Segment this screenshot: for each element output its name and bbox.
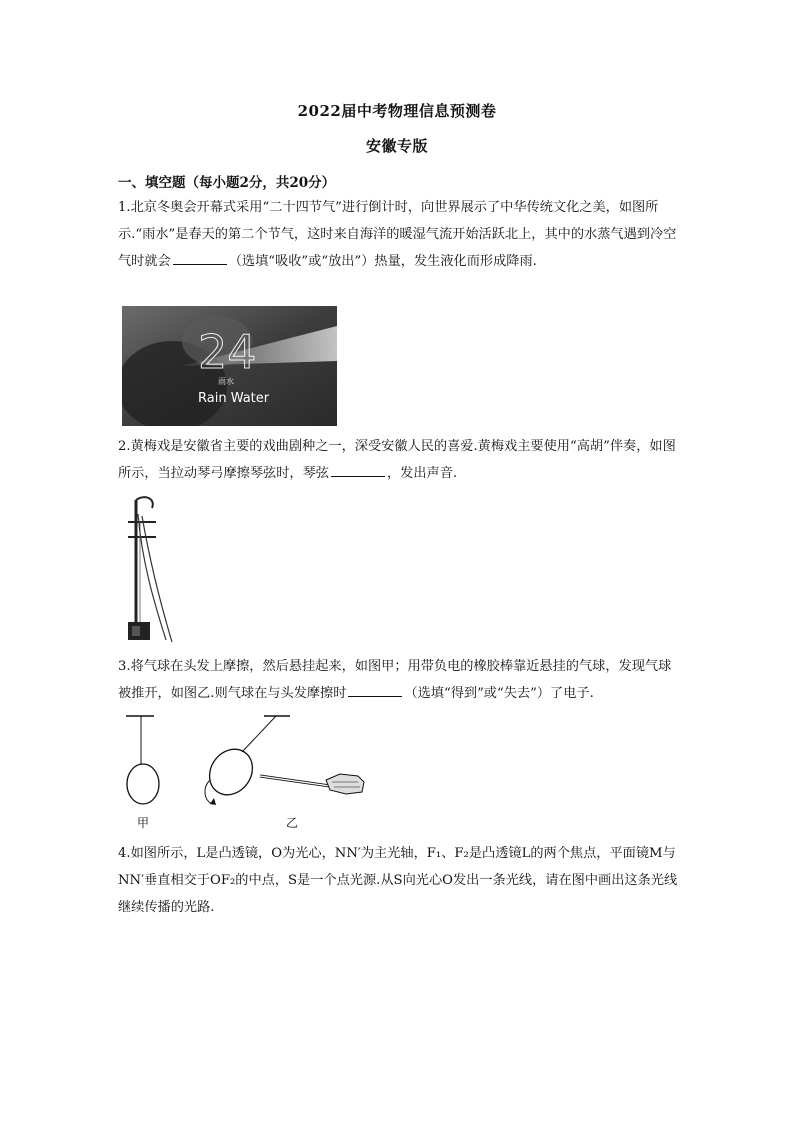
balloon-drawing <box>118 708 378 828</box>
question-1 <box>118 194 678 275</box>
solar-term-chinese: 雨水 <box>218 377 234 386</box>
rain-water-photo <box>122 306 337 426</box>
page-title: 2022届中考物理信息预测卷 <box>297 102 497 120</box>
figure-label-yi: 乙 <box>286 816 299 830</box>
solar-term-english: Rain Water <box>198 391 270 406</box>
page-subtitle: 安徽专版 <box>365 137 428 155</box>
question-3-text-after: （选填“得到”或“失去”）了电子. <box>404 686 594 701</box>
question-2-text-after: ，发出声音. <box>387 466 458 481</box>
gaohu-instrument-figure <box>120 492 180 647</box>
answer-blank-3[interactable] <box>348 682 402 697</box>
figure-label-jia: 甲 <box>137 816 150 830</box>
answer-blank-2[interactable] <box>331 462 385 477</box>
rain-water-image <box>122 306 337 426</box>
question-1-text-before: 1.北京冬奥会开幕式采用“二十四节气”进行倒计时，向世界展示了中华传统文化之美，如图所示.“雨水”是春天的第二个节气，这时来自海洋的暖湿气流开始活跃北上，其中的水蒸气遇到冷空气时就会 <box>118 200 677 269</box>
solar-term-number: 24 <box>198 325 257 379</box>
question-4: 4.如图所示，L是凸透镜，O为光心，NN′为主光轴，F₁、F₂是凸透镜L的两个焦点，平面镜M与NN′垂直相交于OF₂的中点，S是一个点光源.从S向光心O发出一条光线，请在图中画出这条光线继续传播的光路. <box>118 846 678 915</box>
question-3 <box>118 653 678 707</box>
question-2-text-before: 2.黄梅戏是安徽省主要的戏曲剧种之一，深受安徽人民的喜爱.黄梅戏主要使用“高胡”伴奏，如图所示，当拉动琴弓摩擦琴弦时，琴弦 <box>118 439 676 481</box>
gaohu-drawing <box>120 492 180 647</box>
question-2 <box>118 433 678 487</box>
balloon-figure <box>118 708 378 828</box>
question-3-text-before: 3.将气球在头发上摩擦，然后悬挂起来，如图甲；用带负电的橡胶棒靠近悬挂的气球，发现气球被推开，如图乙.则气球在与头发摩擦时 <box>118 659 672 701</box>
section-heading: 一、填空题（每小题2分，共20分） <box>118 175 336 191</box>
answer-blank-1[interactable] <box>173 250 227 265</box>
question-1-text-after: （选填“吸收”或“放出”）热量，发生液化而形成降雨. <box>228 254 537 269</box>
